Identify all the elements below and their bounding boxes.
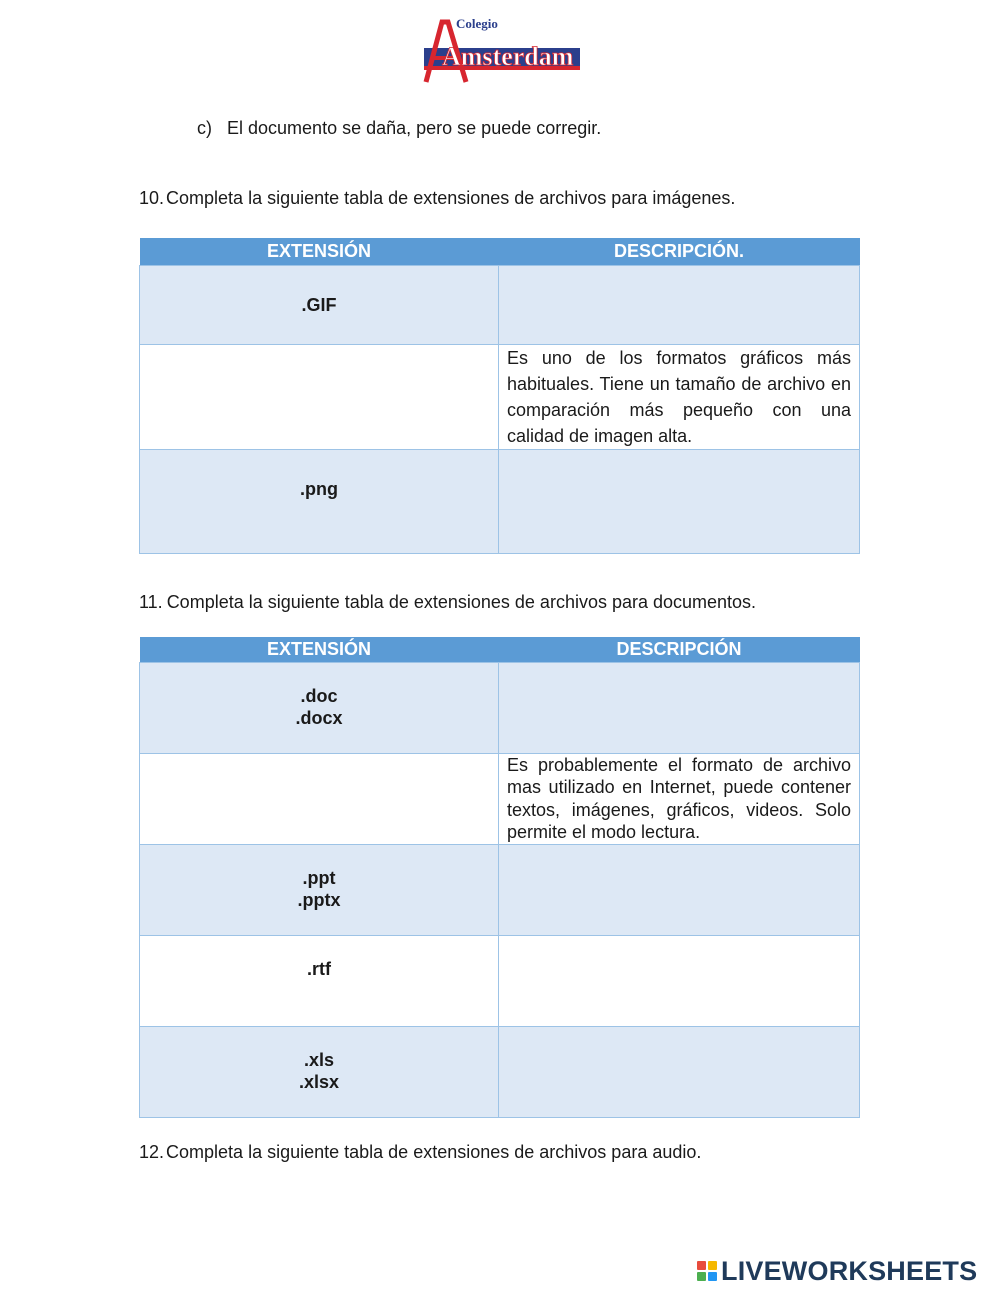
extension-line: .xls <box>303 1049 335 1070</box>
question-text: Completa la siguiente tabla de extensiones de archivos para documentos. <box>166 592 757 612</box>
option-text: El documento se daña, pero se puede corregir. <box>227 118 602 138</box>
table-row <box>140 449 860 553</box>
extension-cell: .GIF <box>140 265 499 344</box>
extension-input-cell[interactable] <box>140 753 499 844</box>
table-header-row <box>140 637 860 662</box>
header-description: DESCRIPCIÓN <box>499 637 860 662</box>
description-cell: Es uno de los formatos gráficos más habituales. Tiene un tamaño de archivo en comparación más pequeño con una calidad de imagen alta. <box>499 344 860 449</box>
table-row <box>140 344 860 449</box>
description-input-cell[interactable] <box>499 844 860 935</box>
question-number: 10. <box>139 188 165 208</box>
table-row <box>140 844 860 935</box>
header-description: DESCRIPCIÓN. <box>499 238 860 265</box>
description-input-cell[interactable] <box>499 449 860 553</box>
documents-extension-table <box>139 637 860 1118</box>
table-row <box>140 662 860 753</box>
question-text: Completa la siguiente tabla de extensiones de archivos para audio. <box>166 1142 702 1162</box>
logo-small-text: Colegio <box>456 16 498 31</box>
option-marker: c) <box>197 118 212 138</box>
extension-cell <box>140 662 499 753</box>
table-row <box>140 265 860 344</box>
icon-square-l <box>697 1261 706 1270</box>
description-input-cell[interactable] <box>499 1026 860 1117</box>
question-12 <box>139 1141 701 1163</box>
table-row <box>140 935 860 1026</box>
extension-cell: .png <box>140 449 499 553</box>
question-10 <box>139 187 735 209</box>
header-extension: EXTENSIÓN <box>140 238 499 265</box>
extension-input-cell[interactable] <box>140 344 499 449</box>
liveworksheets-icon <box>697 1261 717 1281</box>
description-input-cell[interactable] <box>499 935 860 1026</box>
extension-line: .docx <box>295 707 343 728</box>
icon-square-v <box>697 1272 706 1281</box>
description-cell: Es probablemente el formato de archivo mas utilizado en Internet, puede contener textos, imágenes, gráficos, videos. Solo permite el modo lectura. <box>499 753 860 844</box>
extension-cell <box>140 935 499 1026</box>
school-logo <box>416 8 586 88</box>
extension-line: .doc <box>300 685 338 706</box>
question-number: 11. <box>139 592 163 612</box>
question-number: 12. <box>139 1142 165 1162</box>
question-11 <box>139 591 756 613</box>
description-input-cell[interactable] <box>499 662 860 753</box>
extension-line: .ppt <box>302 867 336 888</box>
icon-square-e <box>708 1272 717 1281</box>
table-header-row <box>140 238 860 265</box>
liveworksheets-logo <box>697 1256 977 1286</box>
icon-square-i <box>708 1261 717 1270</box>
answer-option-c <box>197 117 601 139</box>
extension-line: .rtf <box>307 958 331 979</box>
extension-line: .xlsx <box>298 1071 340 1092</box>
logo-main-text: Amsterdam <box>442 42 574 71</box>
question-text: Completa la siguiente tabla de extensiones de archivos para imágenes. <box>166 188 736 208</box>
liveworksheets-wordmark: LIVEWORKSHEETS <box>721 1255 978 1286</box>
table-row <box>140 1026 860 1117</box>
description-input-cell[interactable] <box>499 265 860 344</box>
extension-line: .pptx <box>297 889 341 910</box>
images-extension-table <box>139 238 860 554</box>
extension-cell <box>140 1026 499 1117</box>
extension-cell <box>140 844 499 935</box>
table-row <box>140 753 860 844</box>
header-extension: EXTENSIÓN <box>140 637 499 662</box>
